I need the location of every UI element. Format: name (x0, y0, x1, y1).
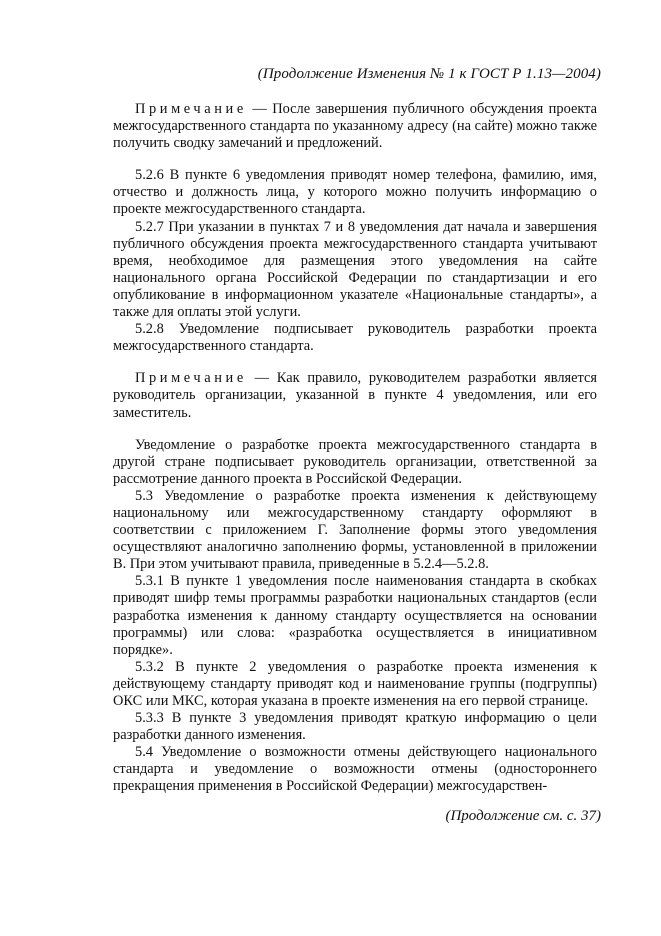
other-country-paragraph: Уведомление о разработке проекта межгосударственного стандарта в другой стране подписывает руководитель организации, ответственной за рассмотрение данного проекта в Российской Федерации. (113, 436, 597, 487)
clause-5-4: 5.4 Уведомление о возможности отмены действующего национального стандарта и уведомление о возможности отмены (одностороннего прекращения применения в Российской Федерации) межгосударствен- (113, 744, 597, 795)
note-text: — После завершения публичного обсуждения проекта межгосударственного стандарта по указанному адресу (на сайте) можно также получить сводку замечаний и предложений. (113, 101, 597, 152)
note-paragraph (113, 101, 597, 152)
note-text: — Как правило, руководителем разработки является руководитель организации, указанной в пункте 4 уведомления, или его заместитель. (113, 370, 597, 421)
note-label: Примечание (135, 101, 247, 117)
page-footer: (Продолжение см. с. 37) (445, 808, 601, 824)
page-header: (Продолжение Изменения № 1 к ГОСТ Р 1.13—2004) (257, 66, 601, 82)
clause-5-3-1: 5.3.1 В пункте 1 уведомления после наименования стандарта в скобках приводят шифр темы программы разработки национальных стандартов (если разработка изменения к данному стандарту осуществляется на основании программы) или слова: «разработка осуществляется в инициативном порядке». (113, 573, 597, 658)
clause-5-2-6: 5.2.6 В пункте 6 уведомления приводят номер телефона, фамилию, имя, отчество и должность лица, у которого можно получить информацию о проекте межгосударственного стандарта. (113, 167, 597, 218)
document-body (113, 101, 597, 796)
clause-5-2-8: 5.2.8 Уведомление подписывает руководитель разработки проекта межгосударственного стандарта. (113, 321, 597, 355)
clause-5-3-3: 5.3.3 В пункте 3 уведомления приводят краткую информацию о цели разработки данного изменения. (113, 710, 597, 744)
clause-5-3: 5.3 Уведомление о разработке проекта изменения к действующему национальному или межгосударственному стандарту оформляют в соответствии с приложением Г. Заполнение формы этого уведомления осуществляют аналогично заполнению формы, установленной в приложении В. При этом учитывают правила, приведенные в 5.2.4—5.2.8. (113, 487, 597, 573)
clause-5-2-7: 5.2.7 При указании в пунктах 7 и 8 уведомления дат начала и завершения публичного обсуждения проекта межгосударственного стандарта учитывают время, необходимое для размещения этого уведомления на сайте национального органа Российской Федерации по стандартизации и его опубликование в информационном указателе «Национальные стандарты», а также для оплаты этой услуги. (113, 218, 597, 321)
clause-5-3-2: 5.3.2 В пункте 2 уведомления о разработке проекта изменения к действующему стандарту приводят код и наименование группы (подгруппы) ОКС или МКС, которая указана в проекте изменения на его первой странице. (113, 658, 597, 709)
note-label: Примечание (135, 370, 247, 387)
note-paragraph (113, 370, 597, 421)
